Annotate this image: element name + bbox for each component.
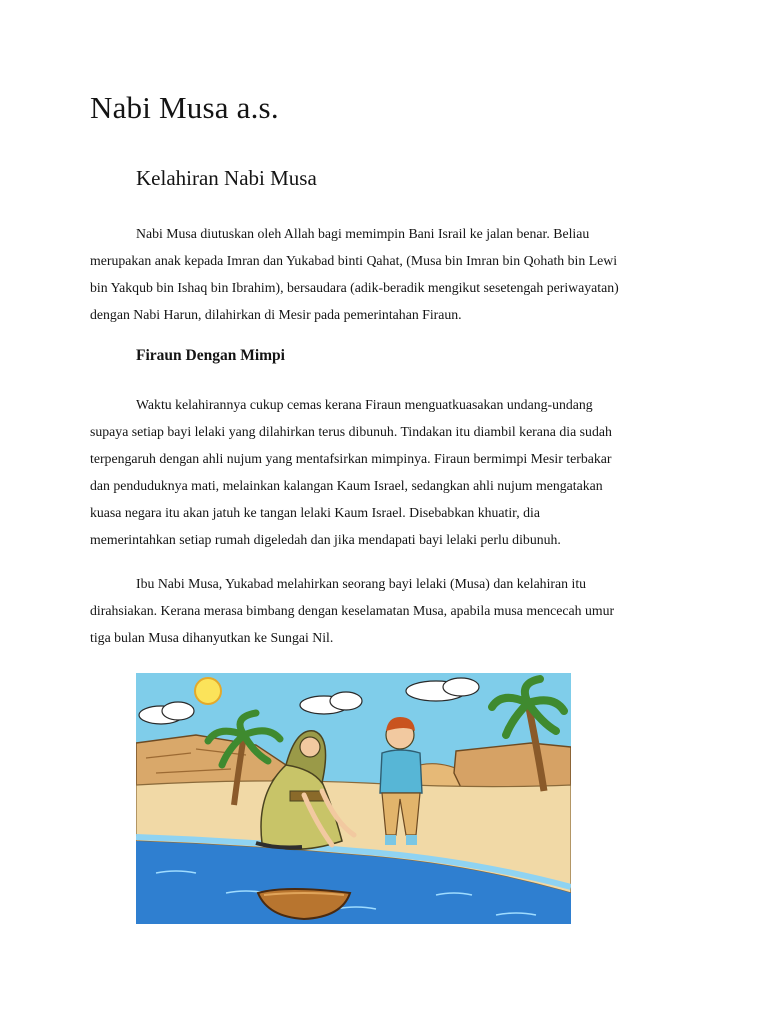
section-heading: Kelahiran Nabi Musa	[136, 166, 317, 190]
paragraph-line: terpengaruh dengan ahli nujum yang mentafsirkan mimpinya. Firaun bermimpi Mesir terbakar	[90, 451, 612, 466]
paragraph-line: Waktu kelahirannya cukup cemas kerana Firaun menguatkuasakan undang-undang	[136, 397, 593, 412]
dream-paragraph	[90, 391, 682, 553]
intro-paragraph	[90, 220, 682, 328]
riverbank-illustration	[136, 673, 571, 924]
paragraph-line: tiga bulan Musa dihanyutkan ke Sungai Nil.	[90, 630, 334, 645]
page-title: Nabi Musa a.s.	[90, 90, 279, 125]
paragraph-line: memerintahkan setiap rumah digeledah dan jika mendapati bayi lelaki perlu dibunuh.	[90, 532, 561, 547]
paragraph-line: bin Yakqub bin Ishaq bin Ibrahim), bersaudara (adik-beradik mengikut sesetengah periwayatan)	[90, 280, 619, 295]
sun	[195, 678, 221, 704]
paragraph-line: Nabi Musa diutuskan oleh Allah bagi memimpin Bani Israil ke jalan benar. Beliau	[136, 226, 590, 241]
birth-paragraph	[90, 570, 682, 651]
paragraph-line: supaya setiap bayi lelaki yang dilahirkan terus dibunuh. Tindakan itu diambil kerana dia sudah	[90, 424, 612, 439]
subsection-heading: Firaun Dengan Mimpi	[136, 347, 285, 364]
paragraph-line: merupakan anak kepada Imran dan Yukabad binti Qahat, (Musa bin Imran bin Qohath bin Lewi	[90, 253, 618, 268]
paragraph-line: dan penduduknya mati, melainkan kalangan Kaum Israel, sedangkan ahli nujum mengatakan	[90, 478, 603, 493]
paragraph-line: Ibu Nabi Musa, Yukabad melahirkan seorang bayi lelaki (Musa) dan kelahiran itu	[136, 576, 587, 591]
paragraph-line: dengan Nabi Harun, dilahirkan di Mesir pada pemerintahan Firaun.	[90, 307, 462, 322]
paragraph-line: kuasa negara itu akan jatuh ke tangan lelaki Kaum Israel. Disebabkan khuatir, dia	[90, 505, 540, 520]
paragraph-line: dirahsiakan. Kerana merasa bimbang dengan keselamatan Musa, apabila musa mencecah umur	[90, 603, 615, 618]
illustration-svg	[136, 673, 571, 924]
